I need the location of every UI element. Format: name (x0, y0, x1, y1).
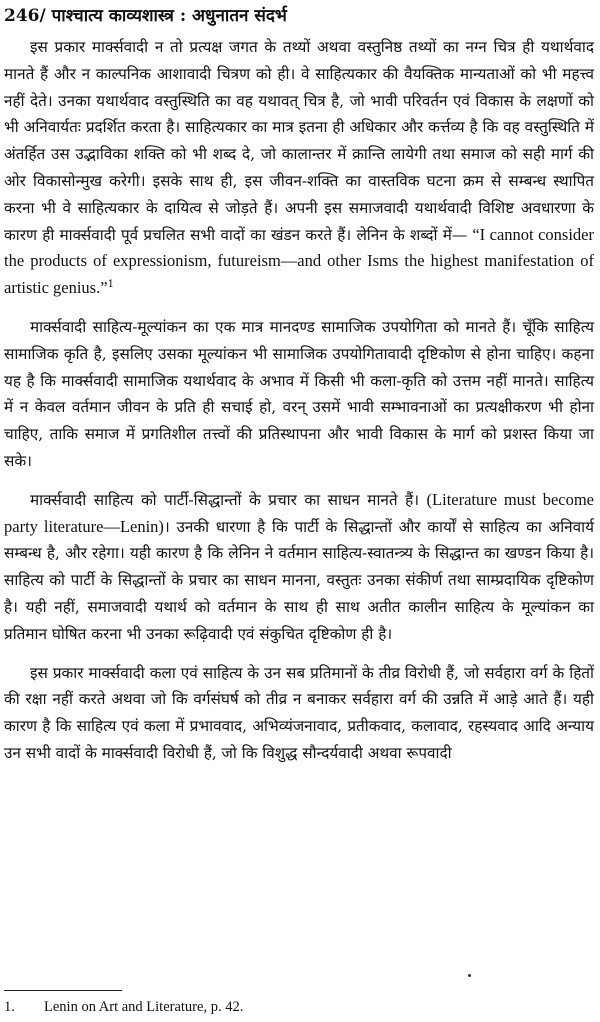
paragraph-1 (4, 34, 594, 302)
footnote (4, 998, 243, 1016)
paragraph-3-text-after: । उनकी धारणा है कि पार्टी के सिद्धान्तों और कार्यों से साहित्य का अनिवार्य सम्बन्ध है, और रहेगा। यही कारण है कि लेनिन ने वर्तमान साहित्य-स्वातन्त्र्य के सिद्धान्त का खण्डन किया है। साहित्य को पार्टी के सिद्धान्तों के प्रचार का साधन मानना, वस्तुतः उनका संकीर्ण तथा साम्प्रदायिक दृष्टिकोण है। यही नहीं, समाजवादी यथार्थ को वर्तमान के साथ ही साथ अतीत कालीन साहित्य के मूल्यांकन का प्रतिमान घोषित करना भी उनका रूढ़िवादी एवं संकुचित दृष्टिकोण ही है। (4, 517, 594, 643)
paragraph-3 (4, 487, 594, 648)
print-speck (468, 974, 471, 977)
paragraph-4: इस प्रकार मार्क्सवादी कला एवं साहित्य के उन सब प्रतिमानों के तीव्र विरोधी हैं, जो सर्वहारा वर्ग के हितों की रक्षा नहीं करते अथवा जो कि वर्गसंघर्ष को तीव्र न बनाकर सर्वहारा वर्ग की उन्नति में आड़े आते हैं। यही कारण है कि साहित्य एवं कला में प्रभाववाद, अभिव्यंजनावाद, प्रतीकवाद, कलावाद, रहस्यवाद आदि अन्याय उन सभी वादों के मार्क्सवादी विरोधी हैं, जो कि विशुद्ध सौन्दर्यवादी अथवा रूपवादी (4, 663, 594, 762)
footnote-ref: 1 (107, 279, 114, 291)
footnote-divider (4, 990, 122, 991)
paragraph-3-text-before: मार्क्सवादी साहित्य को पार्टी-सिद्धान्तों के प्रचार का साधन मानते हैं। (30, 490, 427, 509)
paragraph-1-text: इस प्रकार मार्क्सवादी न तो प्रत्यक्ष जगत के तथ्यों अथवा वस्तुनिष्ठ तथ्यों का नग्न चित्र ही यथार्थवाद मानते हैं और न काल्पनिक आशावादी चित्रण को ही। वे साहित्यकार की वैयक्तिक मान्यताओं को भी महत्त्व नहीं देते। उनका यथार्थवाद वस्तुस्थिति का वह यथावत् चित्र है, जो भावी परिवर्तन एवं विकास के लक्षणों को भी अनिवार्यतः प्रदर्शित करता है। साहित्यकार का मात्र इतना ही अधिकार और कर्त्तव्य है कि वह वस्तुस्थिति में अंतर्हित उस उद्भाविका शक्ति को भी शब्द दे, जो कालान्तर में क्रान्ति लायेगी तथा समाज को सही मार्ग की ओर विकासोन्मुख करेगी। इसके साथ ही, इस जीवन-शक्ति का वास्तविक घटना क्रम से सम्बन्ध स्थापित करना भी वे साहित्यकार के दायित्व से जोड़ते हैं। अपनी इस समाजवादी यथार्थवादी विशिष्ट अवधारणा के कारण ही मार्क्सवादी पूर्व प्रचलित सभी वादों का खंडन करते हैं। लेनिन के शब्दों में— (4, 38, 594, 244)
lenin-quote: “I cannot consider the products of expressionism, futureism—and other Isms the highest manifestation of artistic genius.” (4, 224, 594, 298)
footnote-text: Lenin on Art and Literature, p. 42. (44, 999, 244, 1015)
paragraph-2: मार्क्सवादी साहित्य-मूल्यांकन का एक मात्र मानदण्ड सामाजिक उपयोगिता को मानते हैं। चूँकि साहित्य सामाजिक कृति है, इसलिए उसका मूल्यांकन भी सामाजिक उपयोगितावादी दृष्टिकोण से होना चाहिए। कहना यह है कि मार्क्सवादी सामाजिक यथार्थवाद के अभाव में किसी भी कला-कृति को उत्तम नहीं मानते। साहित्य में न केवल वर्तमान जीवन के प्रति ही सचाई हो, वरन् उसमें भावी सम्भावनाओं का प्रत्यक्षीकरण भी होना चाहिए, ताकि समाज में प्रगतिशील तत्त्वों की प्रतिस्थापना और भावी विकास के मार्ग को प्रशस्त किया जा सके। (4, 317, 594, 470)
footnote-number: 1. (4, 999, 15, 1015)
party-literature-quote: (Literature must become party literature—Lenin) (4, 489, 594, 536)
page-number: 246 (4, 6, 40, 26)
running-header: 246/ पाश्चात्य काव्यशास्त्र : अधुनातन संदर्भ (4, 6, 287, 26)
book-title: पाश्चात्य काव्यशास्त्र : अधुनातन संदर्भ (51, 6, 287, 26)
